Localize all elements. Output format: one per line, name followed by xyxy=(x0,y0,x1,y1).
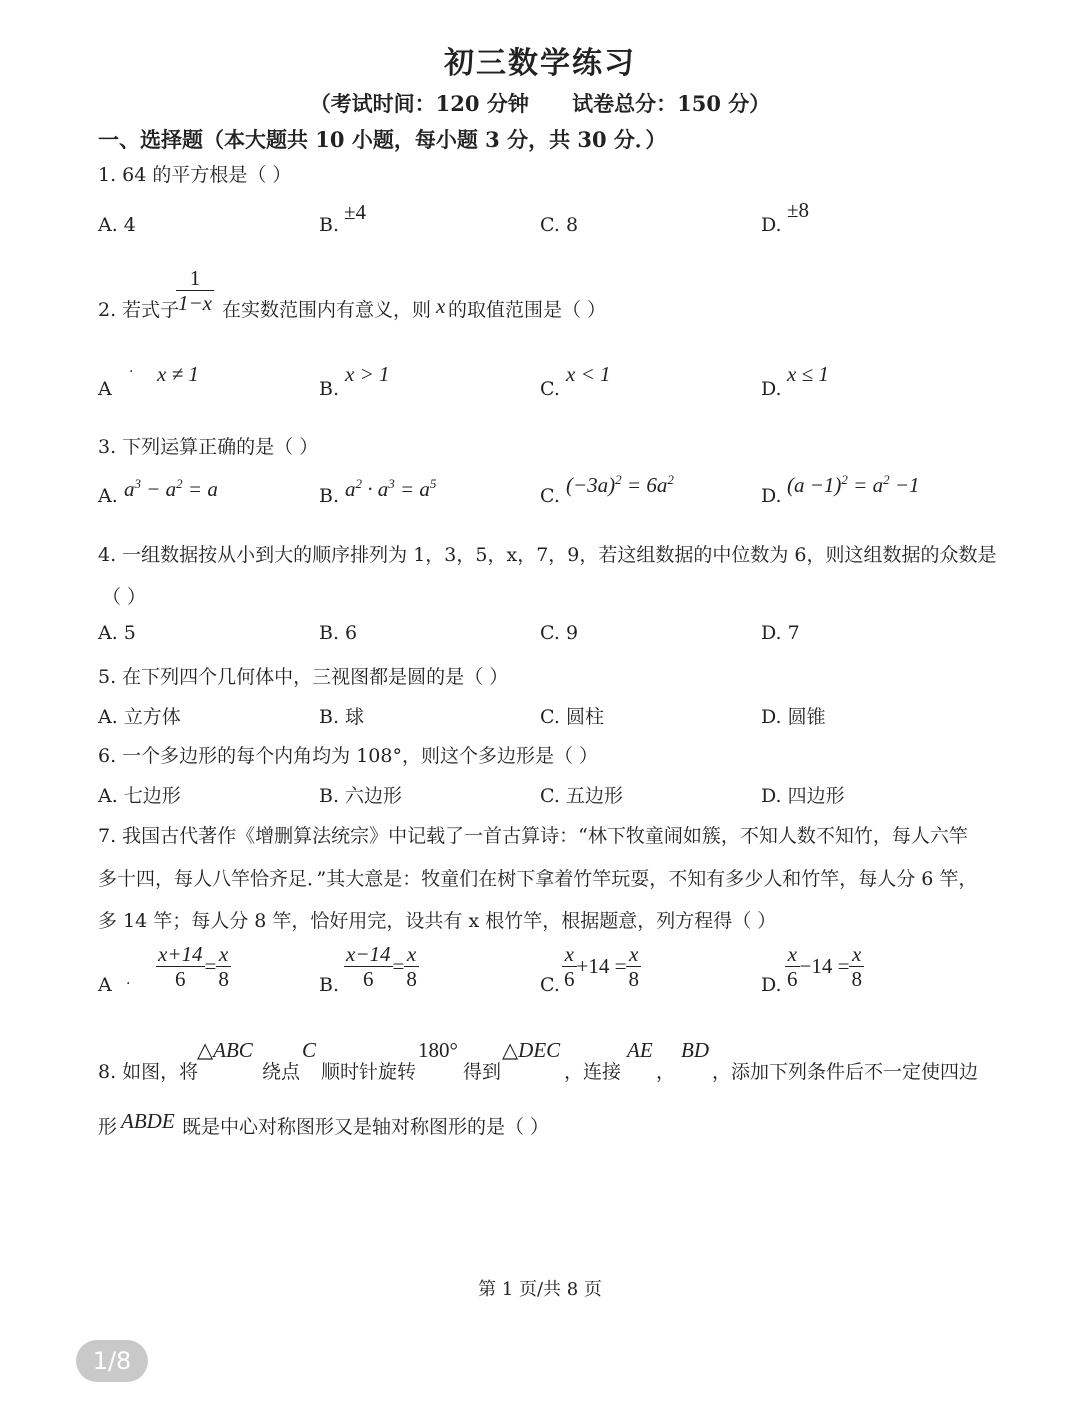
q1-option-b-label: B. xyxy=(319,214,340,236)
q6-option-a: A. 七边形 xyxy=(98,785,181,807)
exam-time: （考试时间：120 分钟 xyxy=(309,91,529,116)
question-7-line-2: 多十四，每人八竿恰齐足．”其大意是：牧童们在树下拿着竹竿玩耍，不知有多少人和竹竿，每人分 6 竿， xyxy=(98,868,978,890)
question-8-line-2-pre: 形 xyxy=(98,1116,118,1138)
question-8-part-4: 得到 xyxy=(463,1061,502,1083)
q7-option-a-label: A xyxy=(98,974,112,996)
q4-option-b: B. 6 xyxy=(319,622,358,644)
q7-option-b-label: B. xyxy=(319,974,340,996)
question-2-stem-pre: 2. 若式子 xyxy=(98,299,180,321)
q7-option-d-label: D. xyxy=(761,974,782,996)
q3-option-c-expr: $(-3a)^2 = 6a^2$ xyxy=(566,472,674,497)
q2-option-d-expr: x ≤ 1 xyxy=(787,362,829,386)
page-footer: 第 1 页/共 8 页 xyxy=(478,1279,602,1300)
question-8-part-1: 8. 如图，将 xyxy=(98,1061,199,1083)
q1-option-d-value: ±8 xyxy=(787,198,810,222)
q6-option-c: C. 五边形 xyxy=(540,785,623,807)
q5-option-b: B. 球 xyxy=(319,706,365,728)
q3-option-d-expr: $(a -1)^2 = a^2 -1$ xyxy=(787,472,920,497)
q2-option-a-label: A xyxy=(98,378,112,400)
question-8-triangle-dec: △DEC xyxy=(502,1038,561,1062)
q3-option-a-expr: $a^3 - a^2 = a$ xyxy=(124,476,218,501)
q3-option-d-label: D. xyxy=(761,485,782,507)
question-8-part-6: ，添加下列条件后不一定使四边 xyxy=(712,1061,979,1083)
q7-option-d-expr: $\frac{x}{6}$ −14 = $\frac{x}{8}$ xyxy=(787,942,862,992)
question-8-point-c: C xyxy=(302,1038,317,1062)
question-4-stem: 4. 一组数据按从小到大的顺序排列为 1，3，5，x，7，9，若这组数据的中位数为 6，则这组数据的众数是 xyxy=(98,544,997,566)
q2-option-c-label: C. xyxy=(540,378,560,400)
page-indicator[interactable]: 1/8 xyxy=(76,1340,148,1382)
q2-frac-num: 1 xyxy=(176,266,214,291)
exam-score: 试卷总分：150 分） xyxy=(572,91,771,116)
q5-option-a: A. 立方体 xyxy=(98,706,181,728)
q4-option-d: D. 7 xyxy=(761,622,800,644)
q1-option-b-value: ±4 xyxy=(344,200,367,224)
q2-dot: · xyxy=(129,364,134,380)
question-4-paren: （ ） xyxy=(102,586,147,608)
q4-option-a: A. 5 xyxy=(98,622,136,644)
q3-option-b-label: B. xyxy=(319,485,340,507)
q1-option-a: A. 4 xyxy=(98,214,136,236)
q5-option-c: C. 圆柱 xyxy=(540,706,604,728)
question-1-stem: 1. 64 的平方根是（ ） xyxy=(98,164,292,186)
question-8-degree: 180° xyxy=(418,1038,458,1062)
question-8-segment-bd: BD xyxy=(681,1038,709,1062)
q1-option-d-label: D. xyxy=(761,214,782,236)
q2-frac-den: 1−x xyxy=(178,291,212,316)
q3-option-c-label: C. xyxy=(540,485,560,507)
question-7-line-1: 7. 我国古代著作《增删算法统宗》中记载了一首古算诗：“林下牧童闹如簇，不知人数不知竹，每人六竿 xyxy=(98,825,968,847)
question-7-line-3: 多 14 竿；每人分 8 竿，恰好用完，设共有 x 根竹竿，根据题意，列方程得（ ） xyxy=(98,910,777,932)
question-3-stem: 3. 下列运算正确的是（ ） xyxy=(98,436,319,458)
q7-option-a-expr: $\frac{x+14}{6}$ = $\frac{x}{8}$ xyxy=(158,942,229,992)
question-2-stem-end: 的取值范围是（ ） xyxy=(448,299,607,321)
q6-option-d: D. 四边形 xyxy=(761,785,845,807)
question-8-comma: ， xyxy=(656,1061,676,1083)
q7-option-c-expr: $\frac{x}{6}$ +14 = $\frac{x}{8}$ xyxy=(564,942,639,992)
question-8-part-5: ，连接 xyxy=(564,1061,622,1083)
question-5-stem: 5. 在下列四个几何体中，三视图都是圆的是（ ） xyxy=(98,666,509,688)
q1-option-c: C. 8 xyxy=(540,214,579,236)
q3-option-a-label: A. xyxy=(98,485,118,507)
q4-option-c: C. 9 xyxy=(540,622,579,644)
question-8-line-2-post: 既是中心对称图形又是轴对称图形的是（ ） xyxy=(182,1116,550,1138)
q2-option-c-expr: x < 1 xyxy=(566,362,611,386)
question-2-var: x xyxy=(436,294,446,318)
q7-option-c-label: C. xyxy=(540,974,560,996)
q7-option-b-expr: $\frac{x-14}{6}$ = $\frac{x}{8}$ xyxy=(346,942,417,992)
q5-option-d: D. 圆锥 xyxy=(761,706,826,728)
q6-option-b: B. 六边形 xyxy=(319,785,403,807)
exam-info xyxy=(0,88,1080,118)
q3-option-b-expr: $a^2 \cdot a^3 = a^5$ xyxy=(345,476,437,501)
question-8-part-2: 绕点 xyxy=(262,1061,301,1083)
question-8-quadrilateral: ABDE xyxy=(121,1109,175,1133)
question-2-fraction xyxy=(176,266,214,315)
q2-option-a-expr: x ≠ 1 xyxy=(157,362,199,386)
question-2-stem-post: 在实数范围内有意义，则 xyxy=(222,299,432,321)
q2-option-d-label: D. xyxy=(761,378,782,400)
question-8-part-3: 顺时针旋转 xyxy=(321,1061,417,1083)
q2-option-b-expr: x > 1 xyxy=(345,362,390,386)
q7-dot: . xyxy=(126,972,131,988)
question-8-segment-ae: AE xyxy=(627,1038,653,1062)
question-6-stem: 6. 一个多边形的每个内角均为 108°，则这个多边形是（ ） xyxy=(98,745,599,767)
section-heading: 一、选择题（本大题共 10 小题，每小题 3 分，共 30 分．） xyxy=(98,127,667,152)
question-8-triangle-abc: △ABC xyxy=(197,1038,253,1062)
page-title: 初三数学练习 xyxy=(444,46,636,81)
q2-option-b-label: B. xyxy=(319,378,340,400)
